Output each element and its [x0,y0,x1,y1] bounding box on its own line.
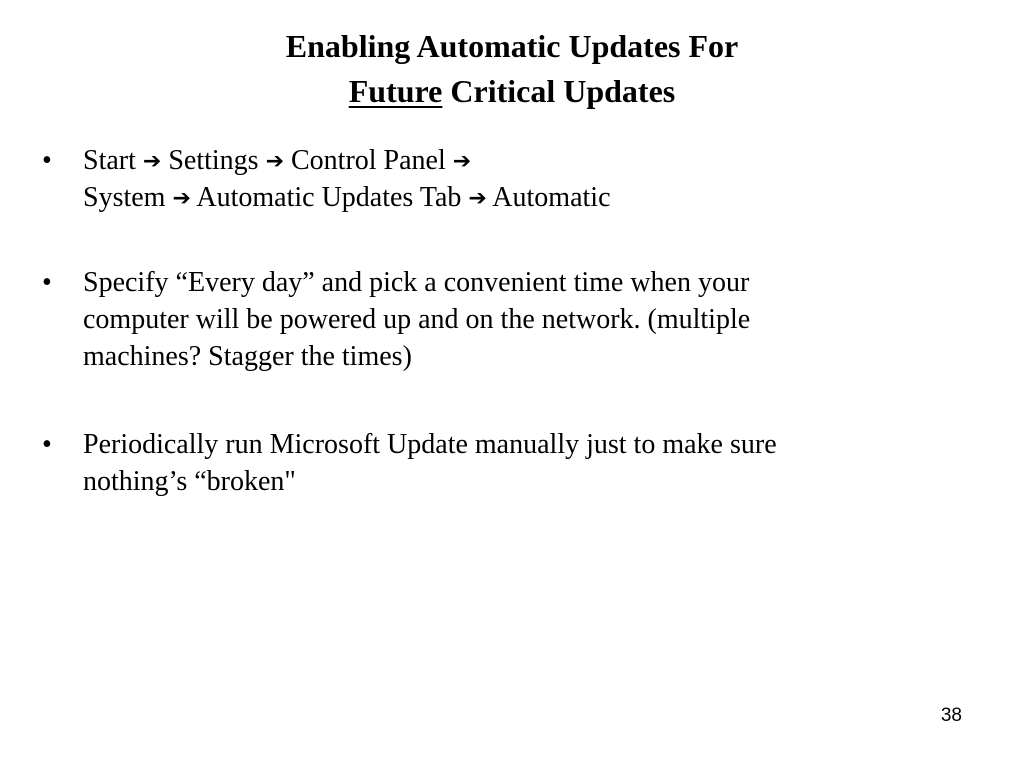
arrow-right-icon: ➔ [265,149,284,174]
bullet-schedule [40,264,940,375]
title-line-1: Enabling Automatic Updates For [285,28,739,64]
arrow-right-icon: ➔ [172,186,191,211]
arrow-right-icon: ➔ [142,149,162,174]
bullet-3-line-1: Periodically run Microsoft Update manually just to make sure [83,429,777,460]
slide-title [0,24,1024,114]
bullet-2-line-2: computer will be powered up and on the network. (multiple [83,304,751,335]
bullet-dot: • [42,145,52,176]
arrow-right-icon: ➔ [468,186,487,211]
bullet-dot: • [42,267,52,298]
step-settings: Settings [168,145,259,176]
bullet-3-line-2: nothing’s “broken" [83,466,296,497]
title-underlined-word: Future [348,73,443,109]
step-control-panel: Control Panel [291,145,446,176]
bullet-navigation-path [40,142,940,216]
bullet-2-line-1: Specify “Every day” and pick a convenient time when your [83,267,750,298]
bullet-2-line-3: machines? Stagger the times) [83,341,412,372]
title-line-2 [0,69,1024,114]
arrow-right-icon: ➔ [452,149,472,174]
bullet-dot: • [42,429,52,460]
step-start: Start [83,145,136,176]
step-system: System [83,182,166,213]
title-line-2-rest: Critical Updates [442,73,676,109]
bullet-list [40,142,940,500]
bullet-manual-update [40,426,940,500]
step-automatic: Automatic [492,182,611,213]
bullet-1-line-2 [83,179,940,216]
page-number: 38 [940,705,962,726]
step-automatic-updates-tab: Automatic Updates Tab [196,182,462,213]
bullet-1-line-1 [83,142,940,179]
